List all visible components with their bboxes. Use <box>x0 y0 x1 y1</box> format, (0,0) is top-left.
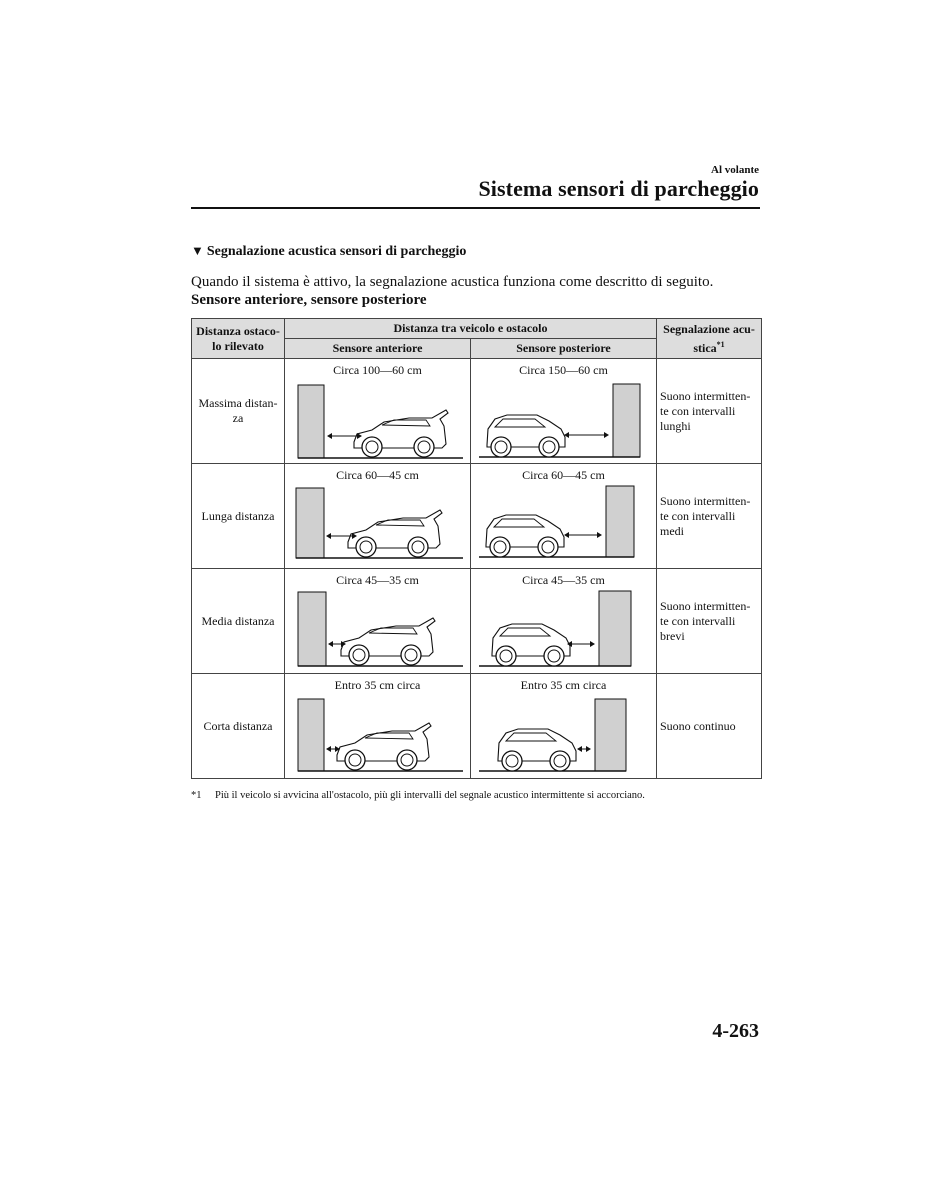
header-sound <box>657 319 762 359</box>
table-row <box>192 464 762 569</box>
front-illustration <box>285 675 471 780</box>
obstacle-wall <box>599 591 631 666</box>
car-front-illustration <box>341 618 435 665</box>
car-front-illustration <box>348 510 442 557</box>
table-row <box>192 569 762 674</box>
rear-illustration <box>471 360 657 465</box>
table-row <box>192 359 762 464</box>
car-front-illustration <box>337 723 431 770</box>
sound-cell: Suono intermitten-te con intervalli brevi <box>657 569 762 674</box>
intro-text: Quando il sistema è attivo, la segnalazione acustica funziona come descritto di seguito. <box>191 274 714 290</box>
distance-cell: Lunga distanza <box>192 464 285 569</box>
car-rear-illustration <box>486 515 564 557</box>
header-rear: Sensore posteriore <box>471 339 657 359</box>
table-row <box>192 674 762 779</box>
footnote-mark: *1 <box>191 790 202 801</box>
arrow-head <box>590 641 595 647</box>
obstacle-wall <box>298 592 326 666</box>
rear-distance-caption: Circa 45—35 cm <box>522 572 605 587</box>
front-sensor-cell <box>285 674 471 779</box>
rear-illustration <box>471 570 657 675</box>
arrow-head <box>586 746 591 752</box>
car-rear-illustration <box>498 729 576 771</box>
distance-cell: Massima distan-za <box>192 359 285 464</box>
sound-cell: Suono continuo <box>657 674 762 779</box>
sound-cell: Suono intermitten-te con intervalli lunghi <box>657 359 762 464</box>
triangle-down-icon: ▼ <box>191 243 204 258</box>
obstacle-wall <box>296 488 324 558</box>
arrow-head <box>328 641 333 647</box>
obstacle-wall <box>606 486 634 557</box>
header-front: Sensore anteriore <box>285 339 471 359</box>
front-illustration <box>285 465 471 570</box>
rear-sensor-cell <box>471 464 657 569</box>
footnote-ref: *1 <box>716 339 725 349</box>
arrow-head <box>326 533 331 539</box>
rear-illustration <box>471 465 657 570</box>
rear-distance-caption: Circa 150—60 cm <box>519 362 608 377</box>
footnote <box>191 790 645 801</box>
distance-cell: Media distanza <box>192 569 285 674</box>
rear-sensor-cell <box>471 674 657 779</box>
front-distance-caption: Circa 60—45 cm <box>336 467 419 482</box>
section-label: Al volante <box>711 164 759 176</box>
front-distance-caption: Circa 100—60 cm <box>333 362 422 377</box>
subheading <box>191 243 466 260</box>
obstacle-wall <box>298 699 324 771</box>
arrow-head <box>564 532 569 538</box>
front-illustration <box>285 360 471 465</box>
subheading-text: Segnalazione acustica sensori di parcheggio <box>206 244 467 259</box>
sensor-table <box>191 318 762 779</box>
car-rear-illustration <box>492 624 570 666</box>
page-number: 4-263 <box>712 1020 759 1042</box>
rear-sensor-cell <box>471 569 657 674</box>
obstacle-wall <box>298 385 324 458</box>
arrow-head <box>604 432 609 438</box>
arrow-head <box>326 746 331 752</box>
arrow-head <box>577 746 582 752</box>
front-distance-caption: Entro 35 cm circa <box>334 677 421 692</box>
header-distance: Distanza ostaco-lo rilevato <box>192 319 285 359</box>
car-rear-illustration <box>487 415 565 457</box>
car-front-illustration <box>354 410 448 457</box>
rear-illustration <box>471 675 657 780</box>
rear-distance-caption: Entro 35 cm circa <box>520 677 607 692</box>
arrow-head <box>597 532 602 538</box>
front-sensor-cell <box>285 569 471 674</box>
front-distance-caption: Circa 45—35 cm <box>336 572 419 587</box>
rear-sensor-cell <box>471 359 657 464</box>
front-illustration <box>285 570 471 675</box>
rear-distance-caption: Circa 60—45 cm <box>522 467 605 482</box>
page-title: Sistema sensori di parcheggio <box>478 176 759 201</box>
front-sensor-cell <box>285 359 471 464</box>
arrow-head <box>327 433 332 439</box>
front-sensor-cell <box>285 464 471 569</box>
distance-cell: Corta distanza <box>192 674 285 779</box>
obstacle-wall <box>613 384 640 457</box>
header-sound-text: Segnalazione acu-stica <box>663 321 755 355</box>
header-group: Distanza tra veicolo e ostacolo <box>285 319 657 339</box>
obstacle-wall <box>595 699 626 771</box>
title-rule <box>191 207 760 209</box>
footnote-text: Più il veicolo si avvicina all'ostacolo, più gli intervalli del segnale acustico intermittente si accorciano. <box>215 790 645 801</box>
intro-subtitle: Sensore anteriore, sensore posteriore <box>191 292 427 308</box>
sound-cell: Suono intermitten-te con intervalli medi <box>657 464 762 569</box>
